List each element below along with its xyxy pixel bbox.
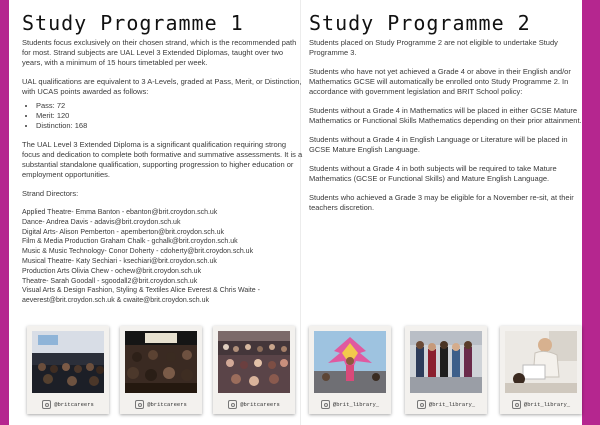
director-production-arts: Production Arts Olivia Chew - ochew@brit.croydon.sch.uk (22, 267, 202, 275)
director-music: Music & Music Technology- Conor Doherty - cdoherty@brit.croydon.sch.uk (22, 248, 254, 256)
instagram-icon (512, 400, 521, 409)
points-pass: • Pass: 72 (36, 101, 304, 111)
photo-polaroid-2 (120, 326, 202, 414)
photo-polaroid-5 (405, 326, 487, 414)
director-film-media: Film & Media Production Graham Chalk - gchalk@brit.croydon.sch.uk (22, 238, 238, 246)
photo-event-crowd (218, 331, 290, 393)
sp2-paragraph-both: Students without a Grade 4 in both subjects will be required to take Mature Mathematics (GCSE or Functional Skills) and Mature English Language. (309, 164, 557, 183)
director-visual-arts-emails: aeverest@brit.croydon.sch.uk & cwaite@brit.croydon.sch.uk (22, 297, 209, 305)
photo-audience (32, 331, 104, 393)
photo-caption: @brit_library_ (500, 396, 582, 412)
photo-polaroid-4 (309, 326, 391, 414)
sp2-paragraph-resit: Students who achieved a Grade 3 may be eligible for a November re-sit, at their teachers discretion. (309, 193, 574, 212)
photo-caption: @britcareers (213, 396, 295, 412)
intro-paragraph: Students focus exclusively on their chosen strand, which is the recommended path for most. Strand subjects are UAL Level 3 Extended Diplomas, taught over two years, with a minimum of 15 hours timetabled per week. (22, 38, 297, 67)
study-programme-2-column (309, 0, 583, 213)
photo-group-standing (410, 331, 482, 393)
sp2-paragraph-enrolment: Students who have not yet achieved a Grade 4 or above in their English and/or Mathematics GCSE will automatically be enrolled onto Study Programme 2. In accordance with government legislation and BRIT School policy: (309, 67, 571, 96)
director-theatre: Theatre- Sarah Goodall - sgoodall2@brit.croydon.sch.uk (22, 277, 198, 285)
points-distinction: • Distinction: 168 (36, 121, 304, 131)
director-musical-theatre: Musical Theatre- Katy Sechiari - ksechiari@brit.croydon.sch.uk (22, 257, 217, 265)
diploma-paragraph: The UAL Level 3 Extended Diploma is a significant qualification requiring strong focus and dedication to complete both formative and summative assessments. It is a substantial standalone qualification, supporting progression to higher education or employment opportunities. (22, 140, 303, 179)
instagram-icon (135, 400, 144, 409)
study-programme-1-title: Study Programme 1 (22, 11, 244, 35)
director-visual-arts: Visual Arts & Design Fashion, Styling & Textiles Alice Everest & Chris Waite - (22, 287, 260, 295)
sp2-paragraph-english: Students without a Grade 4 in English Language or Literature will be placed in GCSE Mature English Language. (309, 135, 568, 154)
photo-carnival-costume (314, 331, 386, 393)
directors-list (22, 208, 304, 306)
study-programme-2-title: Study Programme 2 (309, 11, 531, 35)
points-merit: • Merit: 120 (36, 111, 304, 121)
instagram-icon (42, 400, 51, 409)
ucas-paragraph: UAL qualifications are equivalent to 3 A-Levels, graded at Pass, Merit, or Distinction, with UCAS points awarded as follows: (22, 77, 302, 96)
photo-caption: @brit_library_ (309, 396, 391, 412)
photo-caption: @brit_library_ (405, 396, 487, 412)
photo-caption: @britcareers (27, 396, 109, 412)
photo-polaroid-1 (27, 326, 109, 414)
right-page-edge (582, 0, 600, 425)
study-programme-1-column (22, 0, 304, 306)
director-dance: Dance- Andrea Davis - adavis@brit.croydon.sch.uk (22, 218, 181, 226)
instagram-icon (417, 400, 426, 409)
sp2-paragraph-eligibility: Students placed on Study Programme 2 are not eligible to undertake Study Programme 3. (309, 38, 558, 57)
instagram-icon (321, 400, 330, 409)
directors-heading: Strand Directors: (22, 189, 79, 198)
photo-theatre-audience (125, 331, 197, 393)
photo-caption: @britcareers (120, 396, 202, 412)
photo-polaroid-3 (213, 326, 295, 414)
photo-polaroid-6 (500, 326, 582, 414)
photo-reading-workshop (505, 331, 577, 393)
director-digital-arts: Digital Arts- Alison Pemberton - apemberton@brit.croydon.sch.uk (22, 228, 225, 236)
instagram-icon (228, 400, 237, 409)
director-applied-theatre: Applied Theatre- Emma Banton - ebanton@brit.croydon.sch.uk (22, 209, 218, 216)
sp2-paragraph-mathematics: Students without a Grade 4 in Mathematics will be placed in either GCSE Mature Mathematics or Functional Skills Mathematics depending on their prior attainment. (309, 106, 582, 125)
ucas-points-list (22, 101, 304, 131)
left-page-edge (0, 0, 9, 425)
